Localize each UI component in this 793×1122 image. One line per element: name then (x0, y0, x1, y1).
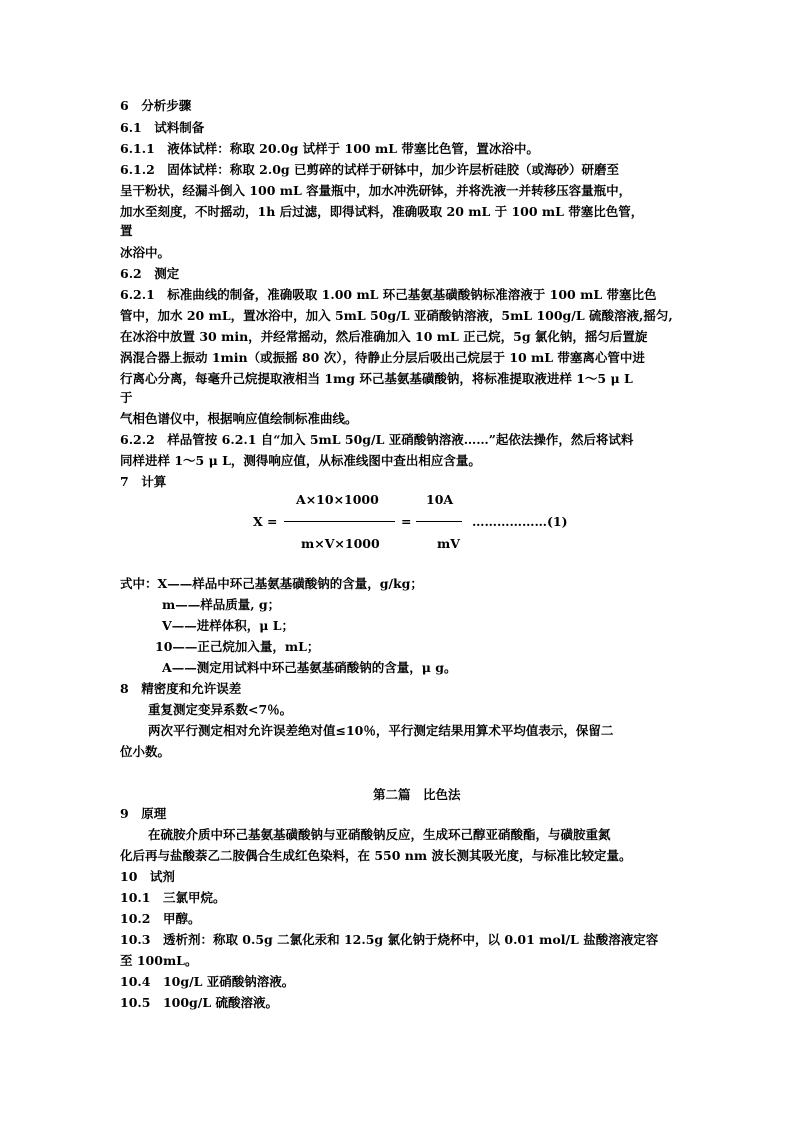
formula-lhs: X = (253, 514, 278, 529)
where-x: 式中：X——样品中环己基氨基磺酸钠的含量，g/kg； (120, 576, 423, 591)
text-10-2: 10.2 甲醇。 (120, 911, 201, 926)
text-line: 于 (120, 390, 133, 405)
formula-number: ………………(1) (472, 514, 568, 529)
formula-numerator-1: A×10×1000 (296, 492, 379, 507)
text-line: 在冰浴中放置 30 min，并经常摇动，然后准确加入 10 mL 正己烷，5g 氯化钠，摇匀后置旋 (120, 329, 648, 344)
text-line: 位小数。 (120, 744, 171, 759)
heading-9: 9 原理 (120, 806, 167, 821)
text-6-1-2: 6.1.2 固体试样：称取 2.0g 已剪碎的试样于研钵中，加少许层析硅胶（或海砂）研磨至 (120, 162, 619, 177)
text-line: 涡混合器上振动 1min（或振摇 80 次），待静止分层后吸出己烷层于 10 mL 带塞离心管中进 (120, 350, 645, 365)
heading-7: 7 计算 (120, 474, 167, 489)
formula-1 (0, 490, 793, 550)
text-line: 管中，加水 20 mL，置冰浴中，加入 5mL 50g/L 亚硝酸钠溶液，5mL 100g/L 硫酸溶液,摇匀, (120, 308, 673, 323)
text-line: 置 (120, 223, 133, 238)
formula-equals: = (401, 514, 412, 529)
fraction-bar-2 (416, 521, 462, 522)
fraction-bar-1 (284, 521, 395, 522)
heading-6-2: 6.2 测定 (120, 266, 180, 281)
text-10-5: 10.5 100g/L 硫酸溶液。 (120, 995, 278, 1010)
where-v: V——进样体积，μ L； (162, 618, 294, 633)
text-line: 行离心分离，每毫升己烷提取液相当 1mg 环己基氨基磺酸钠，将标准提取液进样 1～5 μ L (120, 371, 633, 386)
text-line: 冰浴中。 (120, 245, 171, 260)
text-10-4: 10.4 10g/L 亚硝酸钠溶液。 (120, 974, 295, 989)
text-line: 两次平行测定相对允许误差绝对值≤10％，平行测定结果用算术平均值表示，保留二 (148, 723, 614, 738)
where-a: A——测定用试料中环己基氨基硝酸钠的含量，μ g。 (162, 660, 457, 675)
text-10-3: 10.3 透析剂：称取 0.5g 二氯化汞和 12.5g 氯化钠于烧杯中，以 0.01 mol/L 盐酸溶液定容 (120, 932, 659, 947)
text-line: 同样进样 1～5 μ L，测得响应值，从标准线图中查出相应含量。 (120, 453, 481, 468)
text-line: 呈干粉状，经漏斗倒入 100 mL 容量瓶中，加水冲洗研钵，并将洗液一并转移压容量瓶中， (120, 183, 632, 198)
formula-denominator-1: m×V×1000 (301, 536, 380, 551)
text-6-2-1: 6.2.1 标准曲线的制备，准确吸取 1.00 mL 环己基氨基磺酸钠标准溶液于 100 mL 带塞比色 (120, 287, 657, 302)
formula-denominator-2: mV (437, 536, 460, 551)
heading-10: 10 试剂 (120, 869, 175, 884)
heading-6: 6 分析步骤 (120, 98, 192, 113)
text-6-1-1: 6.1.1 液体试样：称取 20.0g 试样于 100 mL 带塞比色管，置冰浴中。 (120, 141, 539, 156)
text-line: 化后再与盐酸萘乙二胺偶合生成红色染料，在 550 nm 波长测其吸光度，与标准比较定量。 (120, 848, 632, 863)
heading-8: 8 精密度和允许误差 (120, 681, 242, 696)
heading-6-1: 6.1 试料制备 (120, 120, 205, 135)
text-10-1: 10.1 三氯甲烷。 (120, 890, 226, 905)
where-10: 10——正己烷加入量，mL； (155, 639, 320, 654)
text-6-2-2: 6.2.2 样品管按 6.2.1 自“加入 5mL 50g/L 亚硝酸钠溶液……”起依法操作，然后将试料 (120, 432, 634, 447)
text-line: 加水至刻度，不时摇动，1h 后过滤，即得试料，准确吸取 20 mL 于 100 mL 带塞比色管， (120, 204, 644, 219)
text-line: 在硫胺介质中环己基氨基磺酸钠与亚硝酸钠反应，生成环己醇亚硝酸酯，与磺胺重氮 (148, 827, 611, 842)
text-line: 气相色谱仪中，根据响应值绘制标准曲线。 (120, 411, 358, 426)
part-title: 第二篇 比色法 (373, 787, 461, 802)
where-m: m——样品质量, g； (162, 597, 281, 612)
text-line: 至 100mL。 (120, 953, 198, 968)
text-line: 重复测定变异系数<7％。 (148, 702, 293, 717)
formula-numerator-2: 10A (426, 492, 454, 507)
